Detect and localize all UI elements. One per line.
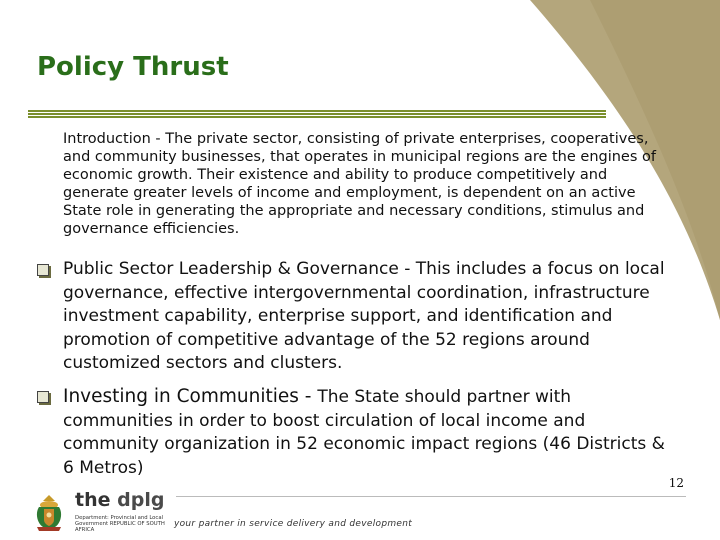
bullet-square-icon: [37, 391, 49, 403]
slide-title: Policy Thrust: [37, 52, 229, 82]
bullet-square-icon: [37, 264, 49, 276]
bullet-investing-communities: [37, 385, 677, 480]
footer-divider: [176, 496, 686, 497]
brand-name: the dplg: [75, 489, 165, 511]
bullet-body: This includes a focus on local governance, effective intergovernmental coordination, infrastructure investment capability, enterprise support, and identification and promotion of competitive advantage of the 52 regions around customized sectors and clusters.: [63, 259, 665, 373]
department-label: Department: Provincial and Local Government REPUBLIC OF SOUTH AFRICA: [75, 515, 165, 533]
bullet-public-sector: [37, 258, 677, 376]
bullet-heading: Investing in Communities -: [63, 386, 318, 407]
bullet-text: [63, 385, 677, 480]
coat-of-arms-icon: [33, 493, 65, 531]
bullet-text: [63, 258, 677, 376]
intro-paragraph: [63, 130, 675, 238]
footer-tagline: your partner in service delivery and development: [174, 519, 413, 529]
bullet-body: The State should partner with communities in order to boost circulation of local income and community organization in 52 economic impact regions (46 Districts & 6 Metros): [63, 387, 665, 478]
bullet-heading: Public Sector Leadership & Governance -: [63, 259, 416, 279]
title-divider: [28, 110, 606, 118]
page-number: 12: [668, 476, 684, 490]
dplg-logo: [33, 489, 173, 535]
intro-text: Introduction - The private sector, consisting of private enterprises, cooperatives, and community businesses, that operates in municipal regions are the engines of economic growth. Their existence and ability to produce competitively and generate greater levels of income and employment, is dependent on an active State role in generating the appropriate and necessary conditions, stimulus and governance efficiencies.: [63, 131, 656, 237]
